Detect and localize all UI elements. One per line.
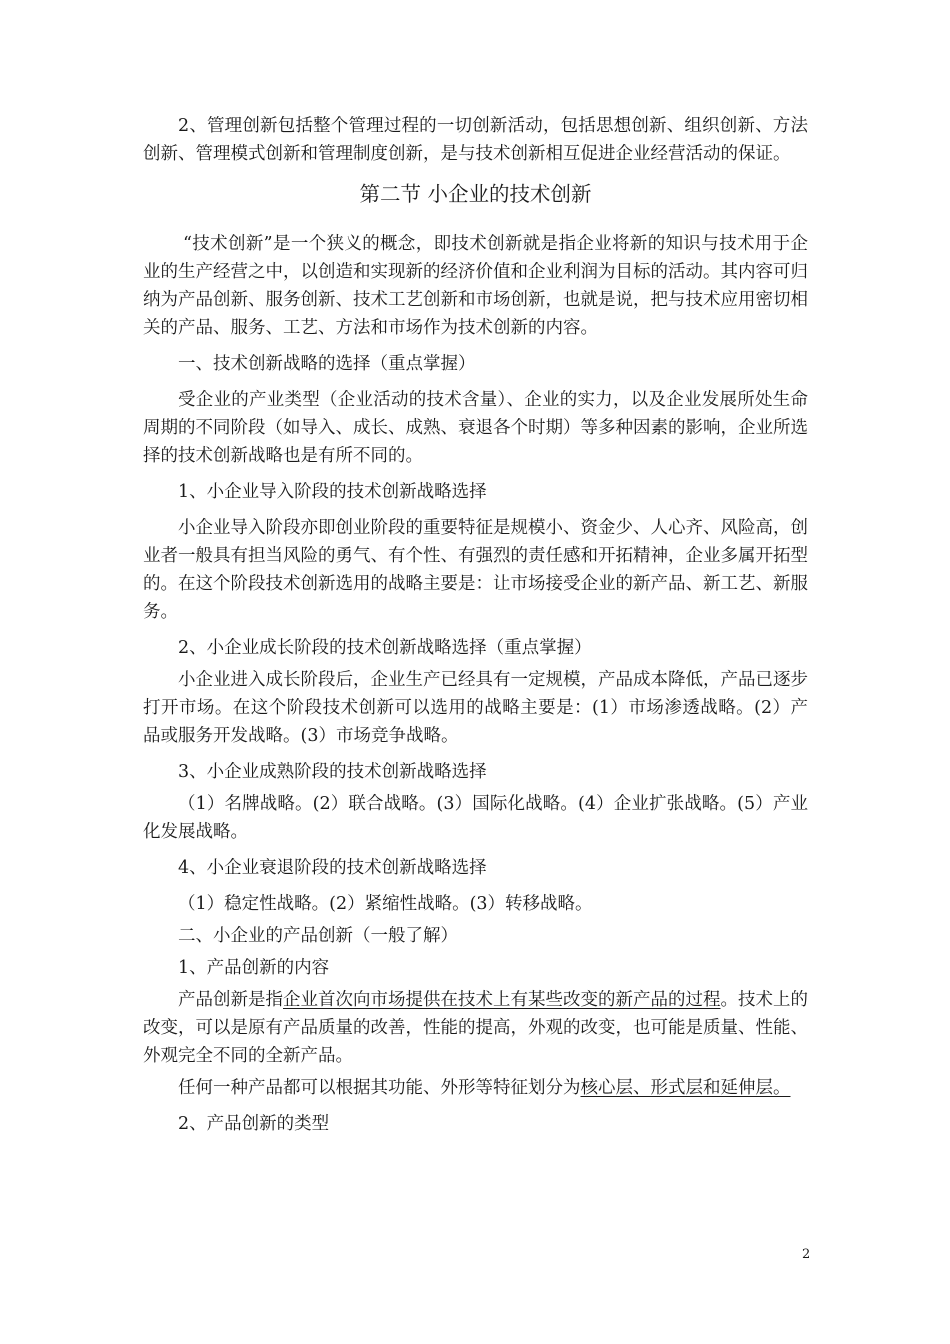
paragraph-strategy-factors: 受企业的产业类型（企业活动的技术含量）、企业的实力，以及企业发展所处生命周期的不同阶段（如导入、成长、成熟、衰退各个时期）等多种因素的影响，企业所选择的技术创新战略也是有所不同的。 <box>143 390 808 466</box>
text-run: 产品创新是指 <box>178 990 283 1010</box>
heading-mature-stage: 3、小企业成熟阶段的技术创新战略选择 <box>178 762 487 782</box>
page-content <box>143 112 808 1138</box>
paragraph-mature-stage: （1）名牌战略。(2）联合战略。(3）国际化战略。(4）企业扩张战略。(5）产业化发展战略。 <box>143 794 808 842</box>
heading-product-innovation-types: 2、产品创新的类型 <box>178 1114 330 1134</box>
paragraph-intro-stage: 小企业导入阶段亦即创业阶段的重要特征是规模小、资金少、人心齐、风险高，创业者一般具有担当风险的勇气、有个性、有强烈的责任感和开拓精神，企业多属开拓型的。在这个阶段技术创新选用的战略主要是：让市场接受企业的新产品、新工艺、新服务。 <box>143 518 808 622</box>
underlined-definition: 企业首次向市场提供在技术上有某些改变的新产品的过程 <box>283 990 721 1010</box>
text-run: 任何一种产品都可以根据其功能、外形等特征划分为 <box>178 1078 581 1098</box>
paragraph-decline-stage: （1）稳定性战略。(2）紧缩性战略。(3）转移战略。 <box>178 894 593 914</box>
text-run: 。技术上的改变，可以是原有产品质量的改善，性能的提高，外观的改变，也可能是质量、性能、外观完全不同的全新产品。 <box>143 990 808 1066</box>
paragraph-growth-stage: 小企业进入成长阶段后，企业生产已经具有一定规模，产品成本降低，产品已逐步打开市场。在这个阶段技术创新可以选用的战略主要是：(1）市场渗透战略。(2）产品或服务开发战略。(3）市场竞争战略。 <box>143 670 808 746</box>
paragraph-product-innovation-definition <box>143 986 808 1070</box>
heading-intro-stage: 1、小企业导入阶段的技术创新战略选择 <box>178 482 487 502</box>
heading-decline-stage: 4、小企业衰退阶段的技术创新战略选择 <box>178 858 487 878</box>
heading-product-innovation: 二、小企业的产品创新（一般了解） <box>178 926 458 946</box>
page-number: 2 <box>802 1247 811 1262</box>
section-title: 第二节 小企业的技术创新 <box>359 182 592 206</box>
heading-growth-stage: 2、小企业成长阶段的技术创新战略选择（重点掌握） <box>178 638 592 658</box>
paragraph-tech-innovation-definition: “技术创新”是一个狭义的概念，即技术创新就是指企业将新的知识与技术用于企业的生产经营之中，以创造和实现新的经济价值和企业利润为目标的活动。其内容可归纳为产品创新、服务创新、技术工艺创新和市场创新，也就是说，把与技术应用密切相关的产品、服务、工艺、方法和市场作为技术创新的内容。 <box>143 234 808 338</box>
heading-strategy-choice: 一、技术创新战略的选择（重点掌握） <box>178 354 476 374</box>
paragraph-product-layers <box>143 1074 808 1102</box>
underlined-product-layers: 核心层、形式层和延伸层。 <box>580 1078 791 1098</box>
heading-product-innovation-content: 1、产品创新的内容 <box>178 958 330 978</box>
paragraph-management-innovation: 2、管理创新包括整个管理过程的一切创新活动，包括思想创新、组织创新、方法创新、管理模式创新和管理制度创新，是与技术创新相互促进企业经营活动的保证。 <box>143 116 808 164</box>
